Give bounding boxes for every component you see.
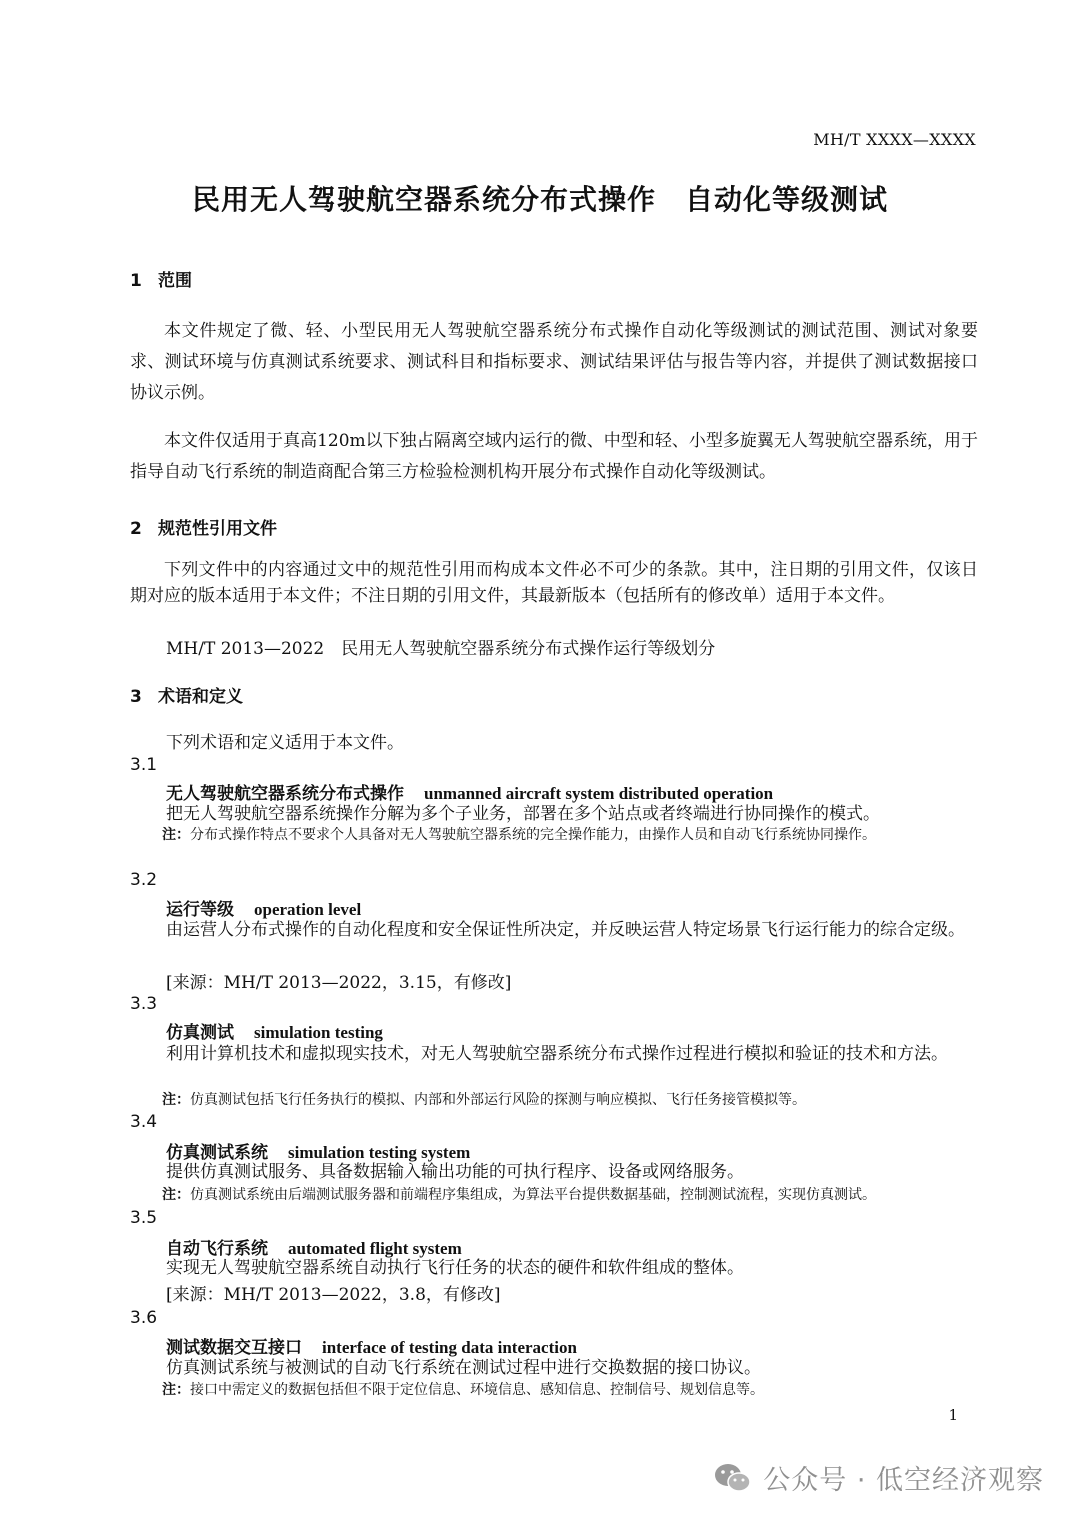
term-en: simulation testing system: [288, 1143, 471, 1162]
scope-paragraph-1: 本文件规定了微、轻、小型民用无人驾驶航空器系统分布式操作自动化等级测试的测试范围、测试对象要求、测试环境与仿真测试系统要求、测试科目和指标要求、测试结果评估与报告等内容，并提供了测试数据接口协议示例。: [130, 321, 978, 403]
term-zh: 测试数据交互接口: [166, 1338, 302, 1358]
scope-paragraph-2: 本文件仅适用于真高120m以下独占隔离空域内运行的微、中型和轻、小型多旋翼无人驾驶航空器系统，用于指导自动飞行系统的制造商配合第三方检验检测机构开展分布式操作自动化等级测试。: [130, 431, 978, 482]
section-title: 术语和定义: [158, 687, 243, 707]
term-title: [166, 779, 773, 804]
note-label: 注：: [162, 1092, 190, 1108]
term-definition: 利用计算机技术和虚拟现实技术，对无人驾驶航空器系统分布式操作过程进行模拟和验证的技术和方法。: [166, 1044, 948, 1064]
watermark-text: 公众号 · 低空经济观察: [763, 1465, 1044, 1496]
term-number: 3.3: [130, 994, 158, 1014]
note-label: 注：: [162, 827, 190, 843]
note-text: 仿真测试系统由后端测试服务器和前端程序集组成，为算法平台提供数据基础，控制测试流程，实现仿真测试。: [190, 1187, 876, 1203]
term-definition: 仿真测试系统与被测试的自动飞行系统在测试过程中进行交换数据的接口协议。: [166, 1358, 761, 1378]
term-en: unmanned aircraft system distributed operation: [424, 784, 774, 803]
term-definition: 实现无人驾驶航空器系统自动执行飞行任务的状态的硬件和软件组成的整体。: [166, 1258, 744, 1278]
section-3-heading: [130, 682, 243, 707]
section-title: 范围: [158, 271, 192, 291]
term-zh: 自动飞行系统: [166, 1239, 268, 1259]
term-definition: 由运营人分布式操作的自动化程度和安全保证性所决定，并反映运营人特定场景飞行运行能力的综合定级。: [166, 920, 965, 940]
term-source: [来源：MH/T 2013—2022，3.8，有修改]: [166, 1285, 501, 1305]
page-title: 民用无人驾驶航空器系统分布式操作 自动化等级测试: [191, 183, 888, 216]
section-number: 1: [130, 271, 142, 291]
term-number: 3.4: [130, 1112, 158, 1132]
term-source: [来源：MH/T 2013—2022，3.15，有修改]: [166, 973, 512, 993]
note-label: 注：: [162, 1382, 190, 1398]
term-title: [166, 1018, 383, 1043]
section-2-heading: [130, 514, 277, 539]
section-number: 2: [130, 519, 142, 539]
term-en: automated flight system: [288, 1239, 462, 1258]
term-en: interface of testing data interaction: [322, 1338, 577, 1357]
term-note: [162, 1090, 978, 1111]
note-label: 注：: [162, 1187, 190, 1203]
terms-intro: 下列术语和定义适用于本文件。: [166, 733, 404, 753]
term-number: 3.5: [130, 1208, 158, 1228]
references-paragraph: 下列文件中的内容通过文中的规范性引用而构成本文件必不可少的条款。其中，注日期的引用文件，仅该日期对应的版本适用于本文件；不注日期的引用文件，其最新版本（包括所有的修改单）适用于本文件。: [130, 560, 978, 606]
reference-entry: MH/T 2013—2022 民用无人驾驶航空器系统分布式操作运行等级划分: [166, 639, 716, 659]
note-text: 分布式操作特点不要求个人具备对无人驾驶航空器系统的完全操作能力，由操作人员和自动飞行系统协同操作。: [190, 827, 876, 843]
wechat-icon: [713, 1461, 753, 1495]
term-en: simulation testing: [254, 1023, 383, 1042]
section-1-heading: [130, 266, 192, 291]
term-zh: 运行等级: [166, 900, 234, 920]
section-title: 规范性引用文件: [158, 519, 277, 539]
term-note: [162, 1380, 978, 1401]
term-note: [162, 1185, 978, 1206]
term-note: [162, 825, 978, 846]
watermark: [713, 1458, 1044, 1497]
term-definition: 提供仿真测试服务、具备数据输入输出功能的可执行程序、设备或网络服务。: [166, 1162, 744, 1182]
note-text: 仿真测试包括飞行任务执行的模拟、内部和外部运行风险的探测与响应模拟、飞行任务接管模拟等。: [190, 1092, 806, 1108]
page-number: 1: [948, 1406, 958, 1424]
term-title: [166, 895, 361, 920]
note-text: 接口中需定义的数据包括但不限于定位信息、环境信息、感知信息、控制信号、规划信息等。: [190, 1382, 764, 1398]
term-en: operation level: [254, 900, 362, 919]
term-zh: 无人驾驶航空器系统分布式操作: [166, 784, 404, 804]
term-title: [166, 1333, 577, 1358]
standard-code: MH/T XXXX—XXXX: [813, 130, 976, 149]
term-number: 3.1: [130, 755, 158, 775]
term-zh: 仿真测试: [166, 1023, 234, 1043]
term-definition: 把无人驾驶航空器系统操作分解为多个子业务，部署在多个站点或者终端进行协同操作的模式。: [166, 804, 880, 824]
term-number: 3.2: [130, 870, 158, 890]
term-number: 3.6: [130, 1308, 158, 1328]
section-number: 3: [130, 687, 142, 707]
term-zh: 仿真测试系统: [166, 1143, 268, 1163]
